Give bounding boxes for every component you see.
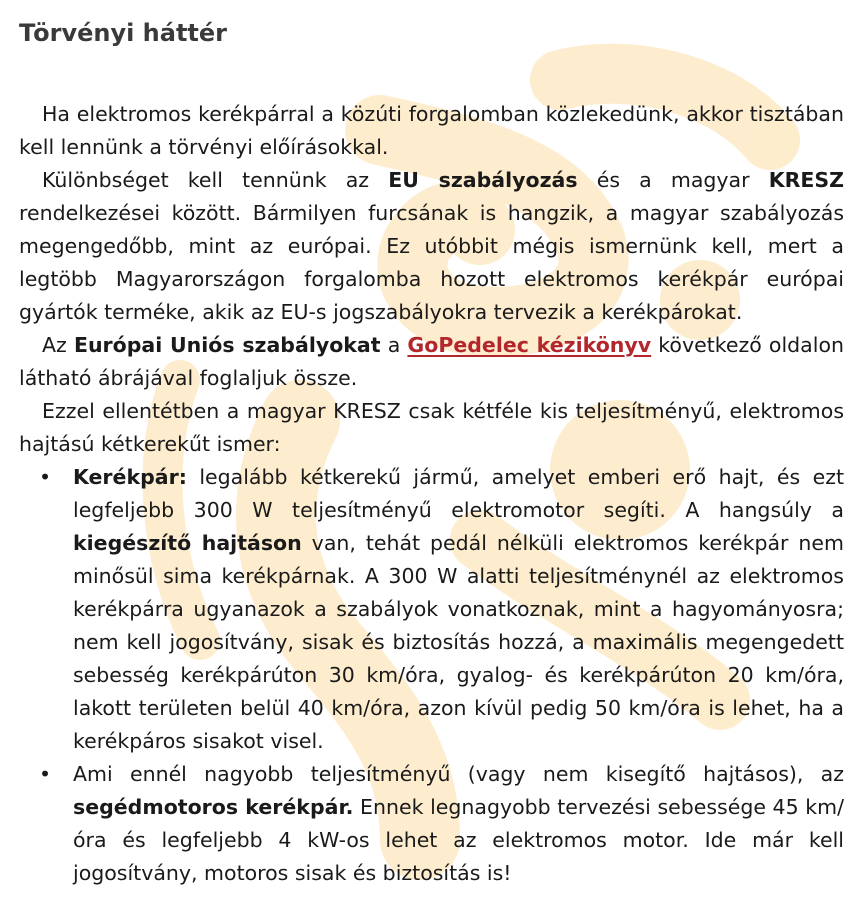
text-span: következő oldalon látható ábrájával foglaljuk össze. (19, 333, 844, 390)
bold-kerekpar: Kerékpár: (73, 465, 187, 489)
vehicle-type-list (19, 461, 844, 890)
gopedelec-link[interactable]: GoPedelec kézikönyv (407, 333, 652, 357)
text-span: legalább kétkerekű jármű, amelyet emberi erő hajt, és ezt legfeljebb 300 W teljesítményű elektromotor segíti. A hangsúly a (73, 465, 844, 522)
paragraph-eu-vs-kresz (19, 164, 844, 329)
bold-segedmotoros: segédmotoros kerékpár. (73, 795, 354, 819)
article-body (19, 98, 844, 890)
text-span: Ami ennél nagyobb teljesítményű (vagy nem kisegítő hajtásos), az (73, 762, 844, 786)
text-span: és a magyar (577, 168, 769, 192)
text-span: van, tehát pedál nélküli elektromos kerékpár nem minősül sima kerékpárnak. A 300 W alatti teljesítménynél az elektromos kerékpárra ugyanazok a szabályok vonatkoznak, mint a hagyományosra; nem kell jogosítvány, sisak és biztosítás hozzá, a maximális megengedett sebesség kerékpárúton 30 km/óra, gyalog- és kerékpárúton 20 km/óra, lakott területen belül 40 km/óra, azon kívül pedig 50 km/óra is lehet, ha a kerékpáros sisakot visel. (73, 531, 844, 753)
list-item-kerekpar (19, 461, 844, 758)
bold-kiegeszito-hajtas: kiegészítő hajtáson (73, 531, 302, 555)
text-span: Az (42, 333, 74, 357)
text-span: a (380, 333, 408, 357)
text-span: Különbséget kell tennünk az (42, 168, 389, 192)
paragraph-eu-rules (19, 329, 844, 395)
paragraph-kresz-types: Ezzel ellentétben a magyar KRESZ csak kétféle kis teljesítményű, elektromos hajtású kétkerekűt ismer: (19, 399, 844, 456)
bold-eu-rules: Európai Uniós szabályokat (73, 333, 381, 357)
bullet-marker: • (39, 465, 52, 489)
bold-eu-szabalyozas: EU szabályozás (388, 168, 578, 192)
bold-kresz: KRESZ (768, 168, 845, 192)
page-title: Törvényi háttér (19, 19, 228, 47)
text-span: rendelkezései között. Bármilyen furcsának is hangzik, a magyar szabályozás megengedőbb, mint az európai. Ez utóbbit mégis ismernünk kell, mert a legtöbb Magyarországon forgalomba hozott elektromos kerékpár európai gyártók terméke, akik az EU-s jogszabályokra tervezik a kerékpárokat. (19, 201, 844, 324)
text-span: Ennek legnagyobb tervezési sebessége 45 km/óra és legfeljebb 4 kW-os lehet az elektromos motor. Ide már kell jogosítvány, motoros sisak és biztosítás is! (73, 795, 845, 885)
bullet-marker: • (39, 762, 52, 786)
list-item-segedmotoros (19, 758, 844, 890)
paragraph-intro: Ha elektromos kerékpárral a közúti forgalomban közlekedünk, akkor tisztában kell lennünk a törvényi előírásokkal. (19, 102, 844, 159)
